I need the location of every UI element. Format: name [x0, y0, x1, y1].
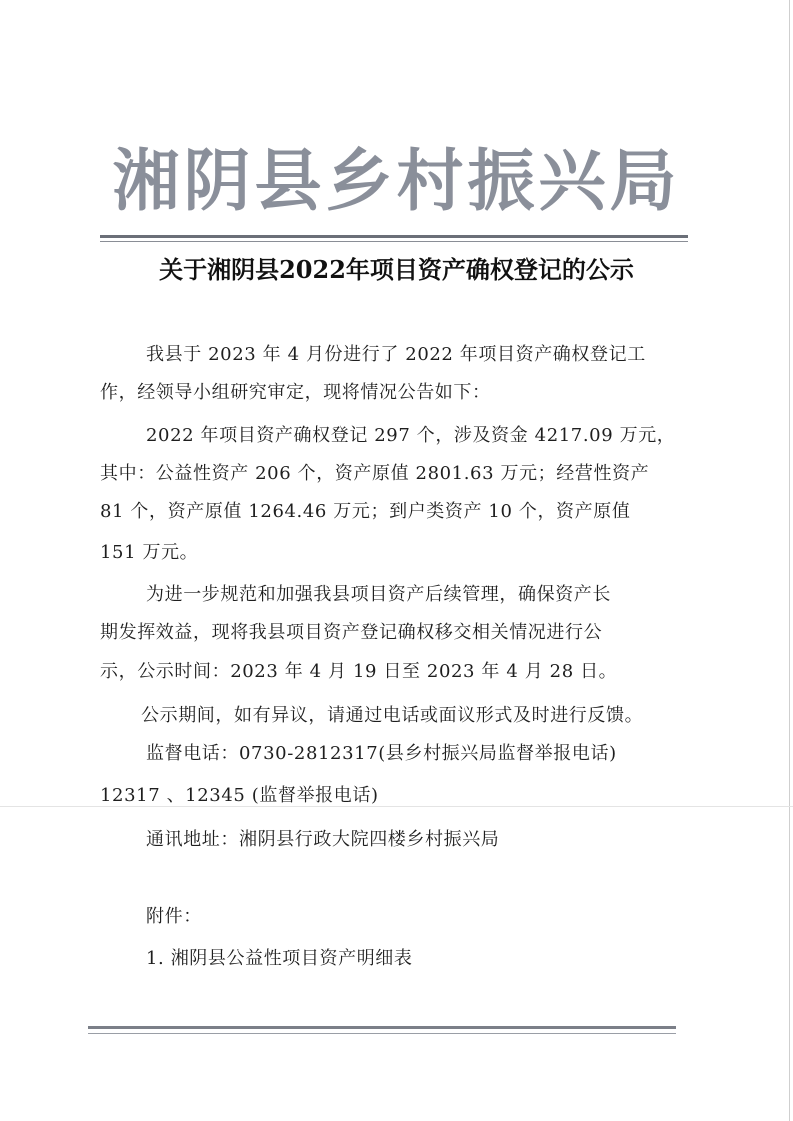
attachment-item: 1. 湘阴县公益性项目资产明细表 [146, 948, 413, 969]
footer-rule-thick [88, 1026, 676, 1029]
body-line: 其中：公益性资产 206 个，资产原值 2801.63 万元；经营性资产 [100, 463, 650, 484]
body-line: 作，经领导小组研究审定，现将情况公告如下： [100, 382, 491, 403]
notice-title: 关于湘阴县2022年项目资产确权登记的公示 [159, 255, 634, 284]
footer-rule-thin [88, 1033, 676, 1034]
body-line: 为进一步规范和加强我县项目资产后续管理，确保资产长 [146, 584, 611, 605]
mailing-address-line: 通讯地址：湘阴县行政大院四楼乡村振兴局 [146, 829, 500, 850]
body-line: 期发挥效益，现将我县项目资产登记确权移交相关情况进行公 [100, 622, 603, 643]
body-line: 81 个，资产原值 1264.46 万元；到户类资产 10 个，资产原值 [100, 501, 631, 522]
header-rule-thick [100, 235, 688, 238]
body-line: 示，公示时间：2023 年 4 月 19 日至 2023 年 4 月 28 日。 [100, 661, 618, 682]
body-line: 151 万元。 [100, 542, 199, 563]
body-line: 公示期间，如有异议，请通过电话或面议形式及时进行反馈。 [141, 705, 644, 726]
body-line: 我县于 2023 年 4 月份进行了 2022 年项目资产确权登记工 [146, 344, 646, 365]
supervision-phone-line: 监督电话：0730-2812317(县乡村振兴局监督举报电话) [146, 743, 617, 764]
body-line: 2022 年项目资产确权登记 297 个，涉及资金 4217.09 万元， [146, 425, 676, 446]
attachment-heading: 附件： [146, 906, 202, 927]
issuing-organization-title: 湘阴县乡村振兴局 [112, 142, 681, 220]
scan-fold-line [0, 806, 793, 807]
supervision-hotline-line: 12317 、12345 (监督举报电话) [100, 785, 379, 806]
header-rule-thin [100, 241, 688, 242]
